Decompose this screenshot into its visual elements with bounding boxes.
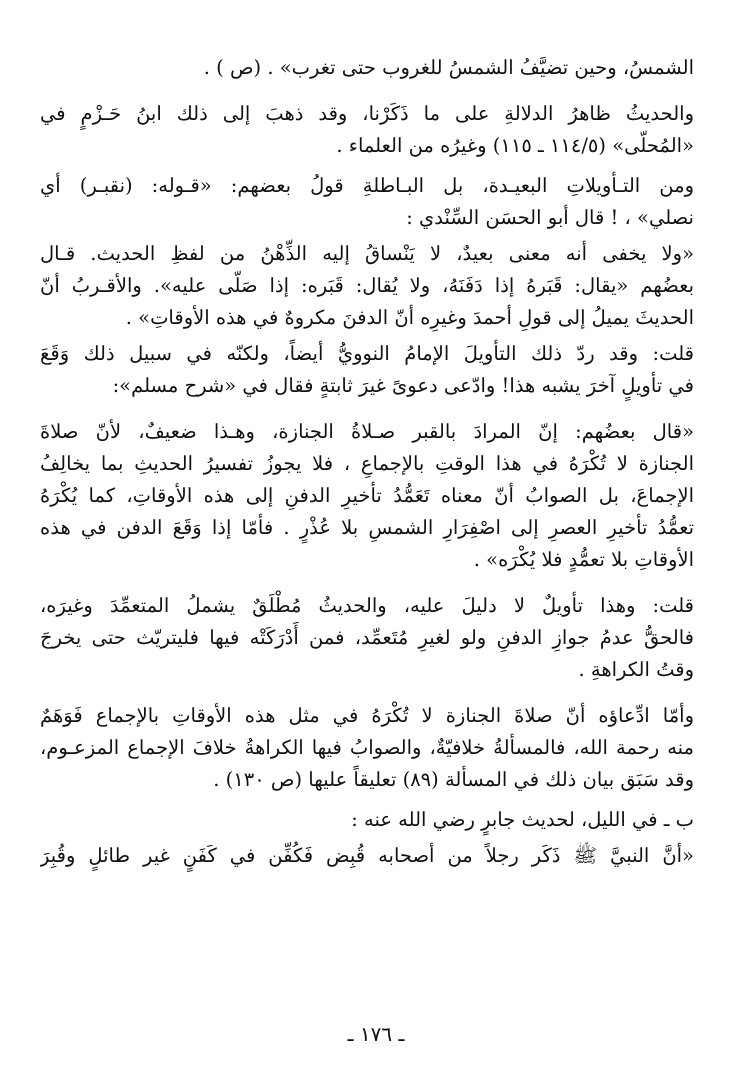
page-body — [40, 52, 694, 872]
page-number: ـ ١٧٦ ـ — [347, 1022, 405, 1046]
text-line: ومن التـأويلاتِ البعيـدة، بل البـاطلةِ قولُ بعضهم: «قـوله: (نقبـر) أي — [40, 174, 694, 197]
paragraph-4 — [40, 238, 694, 334]
paragraph-3 — [40, 170, 694, 234]
text-line: والحديثُ ظاهرُ الدلالةِ على ما ذَكَرْنا، وقد ذهبَ إلى ذلك ابنُ حَـزْمٍ في — [40, 102, 694, 125]
text-line: «ولا يخفى أنه معنى بعيدٌ، لا يَنْساقُ إليه الذِّهْنُ من لفظِ الحديث. قـال — [40, 242, 694, 265]
paragraph-7 — [40, 590, 694, 686]
paragraph-2 — [40, 98, 694, 162]
text-line: قلت: وقد ردّ ذلك التأويلَ الإمامُ النوويُّ أيضاً، ولكنّه في سبيل ذلك وَقَعَ — [40, 342, 694, 365]
text-line: منه رحمة الله، فالمسألةُ خلافيّةٌ، والصوابُ فيها الكراهةُ خلافَ الإجماع المزعـوم، — [40, 736, 694, 759]
paragraph-6 — [40, 416, 694, 576]
text-line: قلت: وهذا تأويلٌ لا دليلَ عليه، والحديثُ مُطْلَقٌ يشملُ المتعمِّدَ وغيرَه، — [40, 594, 694, 617]
text-line: الإجماعَ، بل الصوابُ أنّ معناه تَعَمُّدُ تأخيرِ الدفنِ إلى هذه الأوقاتِ، كما يُكْرَهُ — [40, 484, 694, 507]
text-line: في تأويلٍ آخرَ يشبه هذا! وادّعى دعوىً غيرَ ثابتةٍ فقال في «شرح مسلم»: — [112, 374, 694, 397]
text-line: الأوقاتِ بلا تعمُّدٍ فلا يُكْرَه» . — [473, 548, 694, 571]
text-line: فالحقُّ عدمُ جوازِ الدفنِ ولو لغيرِ مُتَعمِّد، فمن أَدْرَكَتْه فيها فليتريّث حتى يخرجَ — [40, 626, 694, 649]
text-line: الحديثَ يميلُ إلى قولِ أحمدَ وغيرِه أنّ الدفنَ مكروهٌ في هذه الأوقاتِ» . — [125, 306, 694, 329]
text-line: وقد سَبَق بيان ذلك في المسألة (٨٩) تعليقاً عليها (ص ١٣٠) . — [213, 768, 694, 791]
text-line: وأمّا ادِّعاؤه أنّ صلاةَ الجنازة لا تُكْرَهُ في مثل هذه الأوقاتِ بالإجماع فَوَهَمٌ — [40, 704, 694, 727]
paragraph-9 — [40, 804, 694, 836]
paragraph-8 — [40, 700, 694, 796]
text-line: نصلي» ، ! قال أبو الحسَن السِّنْدي : — [406, 206, 694, 229]
text-line: الجنازة لا تُكْرَهُ في هذا الوقتِ بالإجماعِ ، فلا يجوزُ تفسيرُ الحديثِ بما يخالِفُ — [40, 452, 694, 475]
text-line: «المُحلّى» (١١٤/٥ ـ ١١٥) وغيرُه من العلماء . — [336, 134, 694, 157]
text-line: «قال بعضُهم: إنّ المرادَ بالقبر صـلاةُ الجنازة، وهـذا ضعيفٌ، لأنّ صلاةَ — [40, 420, 694, 443]
text-line: «أنَّ النبيَّ ﷺ ذَكَر رجلاً من أصحابه قُبِض فَكُفِّن في كَفَنٍ غير طائلٍ وقُبِرَ — [40, 844, 694, 867]
paragraph-5 — [40, 338, 694, 402]
text-line: بعضُهم «يقال: قَبَرهُ إذا دَفَنَهُ، ولا يُقال: قَبَره: إذا صَلّى عليه». والأقـربُ أنّ — [40, 274, 694, 297]
paragraph-10 — [40, 840, 694, 872]
text-line: الشمسُ، وحين تضيَّفُ الشمسُ للغروب حتى تغرب» . (ص ) . — [203, 56, 694, 79]
text-line: تعمُّدُ تأخيرِ العصرِ إلى اصْفِرَارِ الشمسِ بلا عُذْرٍ . فأمّا إذا وَقَعَ الدفن في هذه — [40, 516, 694, 539]
text-line: ب ـ في الليل، لحديث جابرٍ رضي الله عنه : — [351, 808, 694, 831]
paragraph-1 — [40, 52, 694, 84]
text-line: وقتُ الكراهةِ . — [578, 658, 694, 681]
